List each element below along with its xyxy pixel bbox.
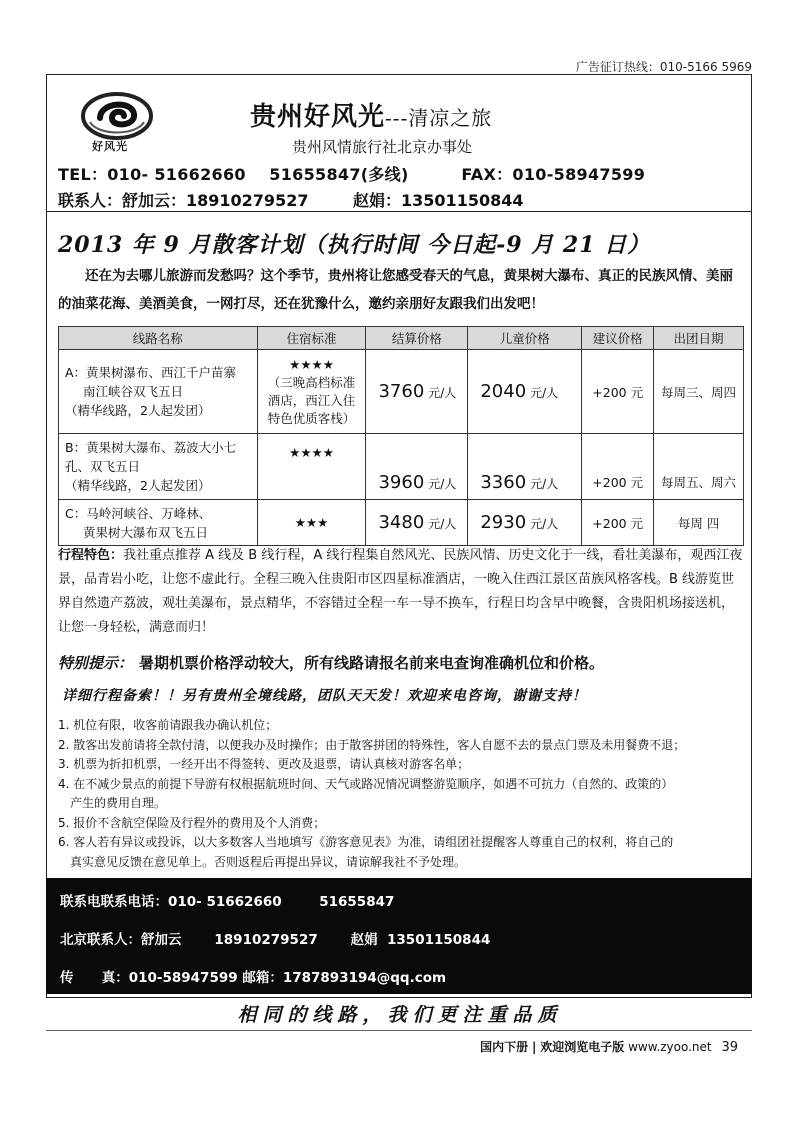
list-item: 6. 客人若有异议或投诉，以大多数客人当地填写《游客意见表》为准，请组团社提醒客人尊重自己的权利，将自己的 [58, 835, 674, 849]
routes-table [58, 326, 744, 546]
intro-paragraph: 还在为去哪儿旅游而发愁吗？这个季节，贵州将让您感受春天的气息，黄果树大瀑布、真正的民族风情、美丽的油菜花海、美酒美食，一网打尽，还在犹豫什么，邀约亲朋好友跟我们出发吧！ [58, 268, 733, 312]
suggested-price-cell: +200 元 [582, 500, 654, 546]
suggested-price-cell: +200 元 [582, 350, 654, 434]
list-item: 1. 机位有限，收客前请跟我办确认机位； [58, 718, 278, 732]
band-persons: 北京联系人：舒加云 18910279527 赵娟 13501150844 [60, 932, 491, 948]
ad-hotline: 广告征订热线：010-5166 5969 [575, 60, 752, 74]
star-rating: ★★★ [294, 514, 329, 530]
contact-band [46, 878, 752, 994]
tip-text: 暑期机票价格浮动较大，所有线路请报名前来电查询准确机位和价格。 [139, 654, 605, 672]
title-sub: ---清凉之旅 [385, 106, 493, 130]
table-row [59, 350, 744, 434]
promo-slogan: 详细行程备索！！另有贵州全境线路，团队天天发！欢迎来电咨询，谢谢支持！ [62, 688, 587, 704]
table-header-row [59, 327, 744, 350]
departure-dates-cell: 每周三、周四 [654, 350, 744, 434]
contact-phones: TEL：010- 51662660 51655847(多线) FAX：010-58947599 [58, 165, 646, 184]
list-item: 3. 机票为折扣机票，一经开出不得签转、更改及退票，请认真核对游客名单； [58, 757, 470, 771]
hotel-standard [257, 434, 366, 500]
special-tip [58, 652, 604, 673]
list-item: 真实意见反馈在意见单上。否则返程后再提出异议，请谅解我社不予处理。 [70, 854, 467, 869]
hotel-standard [257, 350, 366, 434]
col-hotel: 住宿标准 [257, 327, 366, 350]
footer-text: 欢迎浏览电子版 [540, 1040, 625, 1054]
departure-dates-cell: 每周 四 [654, 500, 744, 546]
agency-name: 贵州风情旅行社北京办事处 [292, 138, 473, 156]
tip-label: 特别提示： [58, 654, 134, 672]
footer-section: 国内下册 [480, 1040, 529, 1054]
table-row [59, 434, 744, 500]
band-fax-email: 传 真：010-58947599 邮箱：1787893194@qq.com [60, 970, 447, 986]
table-row [59, 500, 744, 546]
logo-text: 好风光 [92, 140, 128, 153]
list-item: 2. 散客出发前请将全款付清，以便我办及时操作；由于散客拼团的特殊性，客人自愿不去的景点门票及未用餐费不退； [58, 737, 686, 752]
col-price: 结算价格 [366, 327, 468, 350]
band-phone: 联系电联系电话：010- 51662660 51655847 [60, 894, 395, 910]
footer-rule [46, 1030, 752, 1031]
col-child-price: 儿童价格 [468, 327, 582, 350]
header-divider [46, 211, 752, 212]
contact-persons: 联系人：舒加云：18910279527 赵娟：13501150844 [58, 191, 524, 210]
list-item: 4. 在不减少景点的前提下导游有权根据航班时间、天气或路况情况调整游览顺序，如遇不可抗力（自然的、政策的） [58, 776, 674, 791]
page-footer [480, 1038, 738, 1055]
page-title [250, 96, 492, 133]
price-cell: 3760 元/人 [366, 350, 468, 434]
star-rating: ★★★★ [289, 356, 334, 372]
departure-dates-cell: 每周五、周六 [654, 434, 744, 500]
list-item: 5. 报价不含航空保险及行程外的费用及个人消费； [58, 815, 326, 830]
list-item: 产生的费用自理。 [70, 796, 167, 810]
price-cell: 3960 元/人 [366, 434, 468, 500]
hotel-standard [257, 500, 366, 546]
hotel-note: （三晚高档标准酒店，西江入住特色优质客栈） [267, 374, 356, 426]
features-label: 行程特色： [58, 548, 124, 563]
page-number: 39 [721, 1040, 738, 1055]
star-rating: ★★★★ [289, 445, 334, 460]
child-price-cell: 2930 元/人 [468, 500, 582, 546]
child-price-cell: 2040 元/人 [468, 350, 582, 434]
col-suggested-price: 建议价格 [582, 327, 654, 350]
route-name: A：黄果树瀑布、西江千户苗寨 南江峡谷双飞五日 （精华线路，2人起发团） [59, 350, 258, 434]
route-name: B：黄果树大瀑布、荔波大小七 孔、双飞五日 （精华线路，2人起发团） [59, 434, 258, 500]
price-cell: 3480 元/人 [366, 500, 468, 546]
route-name: C：马岭河峡谷、万峰林、 黄果树大瀑布双飞五日 [59, 500, 258, 546]
plan-title: 2013 年 9 月散客计划（执行时间 今日起-9 月 21 日） [58, 232, 651, 258]
title-main: 贵州好风光 [250, 102, 386, 132]
notes-list [58, 716, 748, 872]
suggested-price-cell: +200 元 [582, 434, 654, 500]
child-price-cell: 3360 元/人 [468, 434, 582, 500]
footer-divider: | [532, 1040, 537, 1054]
itinerary-features [58, 544, 744, 640]
col-departure-dates: 出团日期 [654, 327, 744, 350]
quality-slogan: 相同的线路，我们更注重品质 [237, 1004, 563, 1026]
col-route-name: 线路名称 [59, 327, 258, 350]
features-text: 我社重点推荐 A 线及 B 线行程，A 线行程集自然风光、民族风情、历史文化于一线，看壮美瀑布，观西江夜景，品青岩小吃，让您不虚此行。全程三晚入住贵阳市区四星标准酒店，一晚入住西江景区苗族风格客栈。B 线游览世界自然遗产荔波，观壮美瀑布，景点精华，不容错过全程一车一导不换车，行程日均含早中晚餐，含贵阳机场接送机，让您一身轻松，满意而归！ [58, 548, 743, 635]
footer-site-link[interactable]: www.zyoo.net [628, 1040, 712, 1054]
